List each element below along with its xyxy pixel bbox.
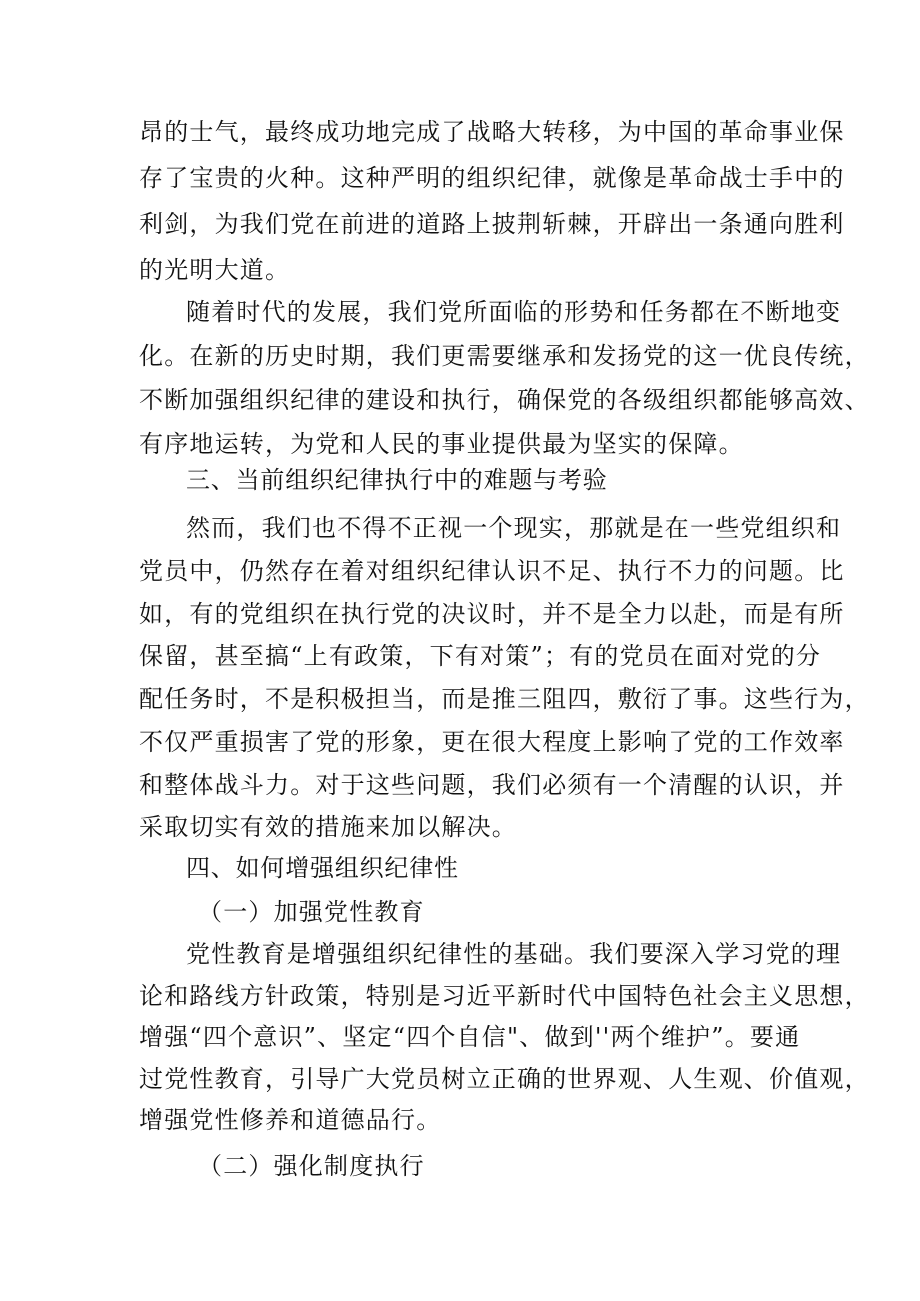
paragraph-1-line-2: 存了宝贵的火种。这种严明的组织纪律，就像是革命战士手中的 xyxy=(139,164,845,192)
paragraph-3-line-2: 党员中，仍然存在着对组织纪律认识不足、执行不力的问题。比 xyxy=(139,557,845,585)
paragraph-2-line-3: 不断加强组织纪律的建设和执行，确保党的各级组织都能够高效、 xyxy=(139,386,870,414)
paragraph-3-line-5: 配任务时，不是积极担当，而是推三阻四，敷衍了事。这些行为， xyxy=(139,685,870,713)
paragraph-1-line-3: 利剑，为我们党在前进的道路上披荆斩棘，开辟出一条通向胜利 xyxy=(139,210,845,238)
paragraph-4-line-2: 论和路线方针政策，特别是习近平新时代中国特色社会主义思想， xyxy=(139,982,870,1010)
paragraph-2-line-2: 化。在新的历史时期，我们更需要继承和发扬党的这一优良传统， xyxy=(139,342,870,370)
subsection-heading-1: （一）加强党性教育 xyxy=(198,898,425,926)
paragraph-3-line-8: 采取切实有效的措施来加以解决。 xyxy=(139,813,517,841)
section-heading-4: 四、如何增强组织纪律性 xyxy=(186,854,459,882)
paragraph-3-line-7: 和整体战斗力。对于这些问题，我们必须有一个清醒的认识，并 xyxy=(139,771,845,799)
paragraph-2-line-4: 有序地运转，为党和人民的事业提供最为坚实的保障。 xyxy=(139,430,744,458)
paragraph-4-line-5: 增强党性修养和道德品行。 xyxy=(139,1106,442,1134)
paragraph-4-line-1: 党性教育是增强组织纪律性的基础。我们要深入学习党的理 xyxy=(186,940,842,968)
paragraph-3-line-4: 保留，甚至搞“上有政策，下有对策”；有的党员在面对党的分 xyxy=(139,642,822,670)
paragraph-4-line-4: 过党性教育，引导广大党员树立正确的世界观、人生观、价值观， xyxy=(139,1065,870,1093)
paragraph-3-line-3: 如，有的党组织在执行党的决议时，并不是全力以赴，而是有所 xyxy=(139,600,845,628)
section-heading-3: 三、当前组织纪律执行中的难题与考验 xyxy=(186,466,608,494)
paragraph-3-line-6: 不仅严重损害了党的形象，更在很大程度上影响了党的工作效率 xyxy=(139,728,845,756)
paragraph-4-line-3: 增强“四个意识”、坚定“四个自信"、做到''两个维护”。要通 xyxy=(139,1023,801,1051)
paragraph-1-line-4: 的光明大道。 xyxy=(139,256,291,284)
paragraph-1-line-1: 昂的士气，最终成功地完成了战略大转移，为中国的革命事业保 xyxy=(139,118,845,146)
paragraph-3-line-1: 然而，我们也不得不正视一个现实，那就是在一些党组织和 xyxy=(186,514,842,542)
subsection-heading-2: （二）强化制度执行 xyxy=(198,1152,425,1180)
paragraph-2-line-1: 随着时代的发展，我们党所面临的形势和任务都在不断地变 xyxy=(186,298,842,326)
